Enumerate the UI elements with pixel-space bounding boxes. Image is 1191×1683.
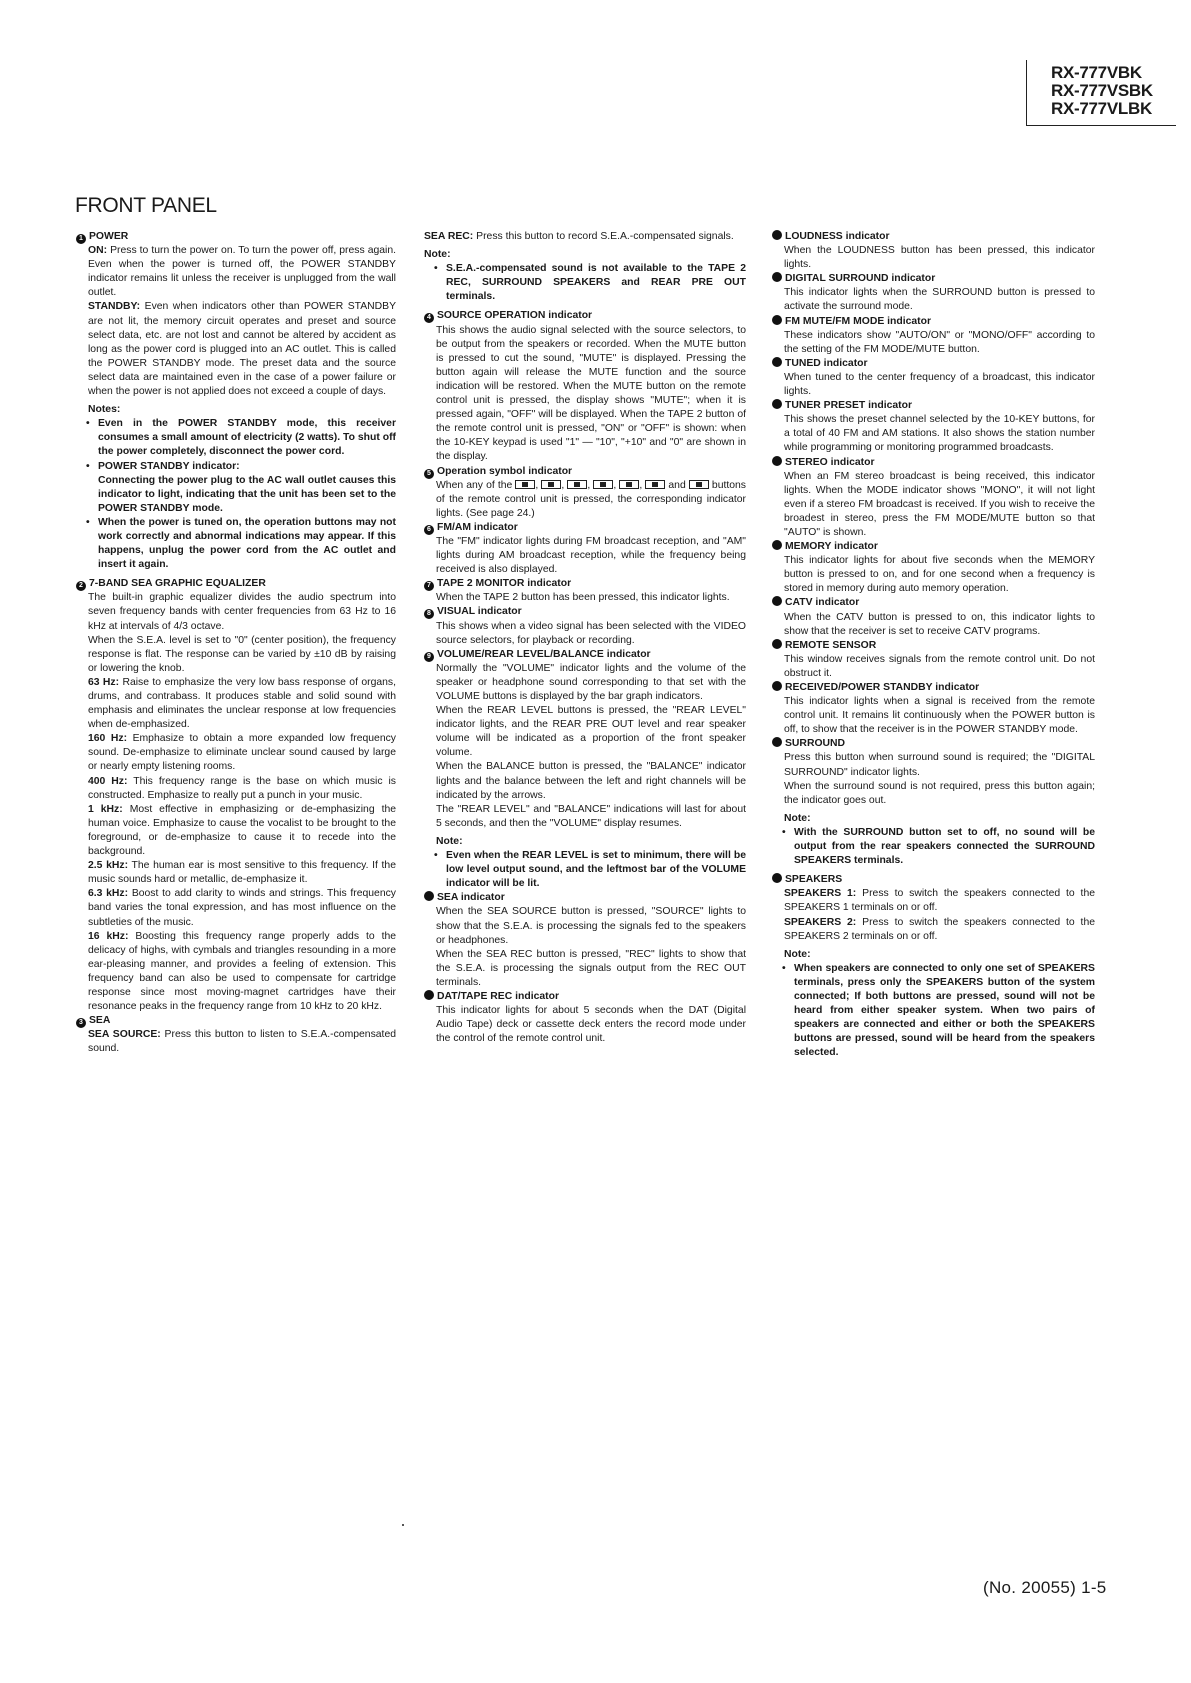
dot-bullet-icon [772,399,782,409]
scan-speck [402,1524,404,1526]
paragraph: When the CATV button is pressed to on, this indicator lights to show that the receiver is set to receive CATV programs. [784,611,1095,637]
section-heading: FM MUTE/FM MODE indicator [772,315,1095,329]
model-number: RX-777VSBK [1051,81,1153,100]
paragraph: 1 kHz: Most effective in emphasizing or de-emphasizing the human voice. Emphasize to cause the vocalist to be brought to the foreground, or de-emphasize to cause it to recede into the background. [88,803,397,858]
section-heading: TUNED indicator [772,357,1095,371]
paragraph: SEA REC: Press this button to record S.E.A.-compensated signals. [424,231,734,242]
paragraph: 160 Hz: Emphasize to obtain a more expanded low frequency sound. De-emphasize to eliminate unclear sound caused by large or nearly empty listening rooms. [88,733,397,773]
paragraph: When the SEA REC button is pressed, "REC" lights to show that the S.E.A. is processing the signals output from the REC OUT terminals. [436,948,746,988]
paragraph: When the SEA SOURCE button is pressed, "SOURCE" lights to show that the S.E.A. is processing the signals fed to the speakers or headphones. [436,906,746,946]
paragraph: STANDBY: Even when indicators other than POWER STANDBY are not lit, the memory circuit operates and preset and source select data, etc. are not lost and cannot be altered by accident as long as the power cord is plugged into an AC outlet. This is called the POWER STANDBY mode. The preset data and the source select data are maintained even in the case of a power failure or when the power is not applied does not exceed a couple of days. [88,301,397,398]
paragraph: This shows the audio signal selected with the source selectors, to be output from the speakers or recorded. When the MUTE button is pressed to cut the sound, "MUTE" is displayed. Pressing the button again will release the MUTE function and the source indication will be restored. When the MUTE button on the remote control unit is pressed, the display shows "MUTE"; when it is pressed again, "OFF" will be displayed. When the TAPE 2 button of the remote control unit is pressed, "ON" or "OFF" is shown: when the 10-KEY keypad is used "1" — "10", "+10" and "0" are shown in the display. [436,324,746,463]
rewind-key-icon [567,480,587,489]
section-heading: REMOTE SENSOR [772,639,1095,653]
note-label: Note: [784,948,811,960]
dot-bullet-icon [772,596,782,606]
paragraph: SEA SOURCE: Press this button to listen to S.E.A.-compensated sound. [88,1029,396,1055]
dot-bullet-icon [772,315,782,325]
paragraph: This window receives signals from the remote control unit. Do not obstruct it. [784,653,1095,679]
paragraph: The built-in graphic equalizer divides the audio spectrum into seven frequency bands with center frequencies from 63 Hz to 16 kHz at intervals of 4/3 octave. [88,592,396,632]
reverse-key-icon [645,480,665,489]
section-heading: SEA indicator [424,891,746,905]
dot-bullet-icon [772,540,782,550]
column-middle [424,230,746,1046]
paragraph: This indicator lights when the SURROUND button is pressed to activate the surround mode. [784,287,1095,313]
note-label: Note: [424,249,451,261]
page-title: FRONT PANEL [75,194,217,217]
section-heading: RECEIVED/POWER STANDBY indicator [772,681,1095,695]
paragraph: The "REAR LEVEL" and "BALANCE" indications will last for about 5 seconds, and then the "VOLUME" display resumes. [436,803,746,829]
section-heading: 5 Operation symbol indicator [424,465,746,479]
number-bullet-icon: 9 [424,652,434,662]
dot-bullet-icon [772,357,782,367]
paragraph: This indicator lights for about five seconds when the MEMORY button is pressed to on, and for one second when a frequency is stored in memory during auto memory operation. [784,555,1095,595]
dot-bullet-icon [424,891,434,901]
dot-bullet-icon [424,990,434,1000]
paragraph: When the REAR LEVEL buttons is pressed, the "REAR LEVEL" indicator lights, and the REAR PRE OUT level and rear speaker volume will be indicated as a proportion of the front speaker volume. [436,705,746,759]
section-heading: SURROUND [772,737,1095,751]
note-item: • With the SURROUND button set to off, no sound will be output from the rear speakers connected the SURROUND SPEAKERS terminals. [772,826,1095,868]
dot-bullet-icon [772,230,782,240]
section-heading: MEMORY indicator [772,540,1095,554]
dot-bullet-icon [772,272,782,282]
paragraph: 63 Hz: Raise to emphasize the very low bass response of organs, drums, and contrabass. It produces stable and solid sound with emphasis and eliminates the unclear response at low frequencies when de-emphasized. [88,676,396,731]
paragraph: When the LOUDNESS button has been pressed, this indicator lights. [784,245,1095,271]
paragraph: SPEAKERS 1: Press to switch the speakers connected to the SPEAKERS 1 terminals on or off. [784,888,1096,914]
paragraph: When the S.E.A. level is set to "0" (center position), the frequency response is flat. The response can be varied by ±10 dB by raising or lowering the knob. [88,634,396,674]
number-bullet-icon: 5 [424,469,434,479]
dot-bullet-icon [772,681,782,691]
dot-bullet-icon [772,456,782,466]
dot-bullet-icon [772,737,782,747]
pause-key-icon [619,480,639,489]
section-heading: TUNER PRESET indicator [772,399,1095,413]
paragraph: This shows the preset channel selected by the 10-KEY buttons, for a total of 40 FM and AM stations. It also shows the station number while programming or monitoring programmed broadcasts. [784,414,1095,454]
section-heading: 4 SOURCE OPERATION indicator [424,309,746,323]
note-item: • POWER STANDBY indicator: [76,460,396,474]
paragraph: When the TAPE 2 button has been pressed, this indicator lights. [436,592,730,604]
paragraph: SPEAKERS 2: Press to switch the speakers connected to the SPEAKERS 2 terminals on or off. [784,916,1096,942]
paragraph: The "FM" indicator lights during FM broadcast reception, and "AM" lights during AM broadcast reception, while the frequency being received is also displayed. [436,535,746,576]
paragraph: 6.3 kHz: Boost to add clarity to winds and strings. This frequency band varies the tonal expression, and has most influence on the subtleties of the music. [88,888,396,928]
paragraph: This shows when a video signal has been selected with the VIDEO source selectors, for playback or recording. [436,620,746,646]
note-item: • Even when the REAR LEVEL is set to minimum, there will be low level output sound, and the leftmost bar of the VOLUME indicator will be lit. [424,849,746,891]
paragraph: When tuned to the center frequency of a broadcast, this indicator lights. [784,371,1095,398]
section-heading: DIGITAL SURROUND indicator [772,272,1095,286]
number-bullet-icon: 6 [424,525,434,535]
note-item: • S.E.A.-compensated sound is not available to the TAPE 2 REC, SURROUND SPEAKERS and REAR PRE OUT terminals. [424,262,746,304]
dot-bullet-icon [772,639,782,649]
note-item: • When speakers are connected to only one set of SPEAKERS terminals, press only the SPEAKERS button of the system connected; If both buttons are pressed, sound will not be heard from either speaker system. When two pairs of speakers are connected and either or both the SPEAKERS buttons are pressed, sound will be heard from the speakers selected. [772,962,1095,1061]
paragraph: 2.5 kHz: The human ear is most sensitive to this frequency. If the music sounds hard or metallic, de-emphasize it. [88,860,396,886]
model-number: RX-777VBK [1051,63,1142,82]
paragraph: 400 Hz: This frequency range is the base on which music is constructed. Emphasize to really put a punch in your music. [88,775,396,801]
model-number: RX-777VLBK [1051,99,1152,118]
notes-label: Notes: [88,404,121,416]
note-label: Note: [784,812,811,824]
paragraph: When the surround sound is not required, press this button again; the indicator goes out. [784,780,1095,806]
paragraph: Press this button when surround sound is required; the "DIGITAL SURROUND" indicator lights. [784,752,1095,778]
fast-forward-key-icon [593,480,613,489]
section-heading: 3 SEA [76,1014,396,1028]
section-heading: STEREO indicator [772,456,1095,470]
number-bullet-icon: 2 [76,581,86,591]
number-bullet-icon: 4 [424,313,434,323]
paragraph: Normally the "VOLUME" indicator lights and the volume of the speaker or headphone sound corresponding to that set with the VOLUME buttons is displayed by the bar graph indicators. [436,662,746,702]
section-heading: DAT/TAPE REC indicator [424,990,746,1004]
column-left [76,230,396,1056]
play-key-icon [515,480,535,489]
dot-bullet-icon [772,873,782,883]
paragraph: This indicator lights for about 5 seconds when the DAT (Digital Audio Tape) deck or cassette deck enters the record mode under the control of the remote control unit. [436,1005,746,1045]
section-heading: 9 VOLUME/REAR LEVEL/BALANCE indicator [424,648,746,662]
section-heading: 6 FM/AM indicator [424,521,746,535]
section-heading: 2 7-BAND SEA GRAPHIC EQUALIZER [76,577,396,591]
note-label: Note: [436,835,463,847]
model-number-box [1026,60,1176,126]
paragraph: These indicators show "AUTO/ON" or "MONO/OFF" according to the setting of the FM MODE/MUTE button. [784,329,1095,355]
note-item: • Even in the POWER STANDBY mode, this receiver consumes a small amount of electricity (2 watts). To shut off the power completely, disconnect the power cord. [76,417,396,459]
section-heading: LOUDNESS indicator [772,230,1095,244]
column-right [772,230,1095,1060]
paragraph: When any of the , , , , , and buttons of the remote control unit is pressed, the corresponding indicator lights. (See page 24.) [436,479,747,519]
stop-key-icon [541,480,561,489]
number-bullet-icon: 8 [424,609,434,619]
forward-key-icon [689,480,709,489]
note-item-text: Connecting the power plug to the AC wall outlet causes this indicator to light, indicating that the unit has been set to the POWER STANDBY mode. [98,474,396,514]
page-number: (No. 20055) 1-5 [983,1578,1107,1597]
paragraph: 16 kHz: Boosting this frequency range properly adds to the delicacy of highs, with cymbals and triangles resounding in a more ear-pleasing manner, and provides a feeling of extension. This frequency band can also be used to compensate for cartridge response since most moving-magnet cartridges have their resonance peaks in the frequency range from 10 kHz to 20 kHz. [88,930,397,1013]
section-heading: 7 TAPE 2 MONITOR indicator [424,577,746,591]
section-heading: CATV indicator [772,596,1095,610]
section-heading: 1 POWER [76,230,396,244]
paragraph: When the BALANCE button is pressed, the "BALANCE" indicator lights and the balance between the left and right channels will be indicated by the arrows. [436,761,746,801]
paragraph: ON: Press to turn the power on. To turn the power off, press again. Even when the power is turned off, the POWER STANDBY indicator remains lit unless the receiver is unplugged from the wall outlet. [88,245,397,299]
paragraph: This indicator lights when a signal is received from the remote control unit. It remains lit continuously when the POWER button is off, to show that the receiver is in the POWER STANDBY mode. [784,696,1095,736]
note-item: • When the power is tuned on, the operation buttons may not work correctly and abnormal indications may appear. If this happens, unplug the power cord from the AC outlet and insert it again. [76,516,396,572]
section-heading: 8 VISUAL indicator [424,605,746,619]
paragraph: When an FM stereo broadcast is being received, this indicator lights. When the MODE indicator shows "MONO", it will not light even if a stereo FM broadcast is received. If you wish to receive the broadest in stereo, press the FM MODE/MUTE button so that "AUTO" is shown. [784,470,1095,538]
section-heading: SPEAKERS [772,873,1095,887]
number-bullet-icon: 7 [424,581,434,591]
number-bullet-icon: 1 [76,234,86,244]
number-bullet-icon: 3 [76,1018,86,1028]
